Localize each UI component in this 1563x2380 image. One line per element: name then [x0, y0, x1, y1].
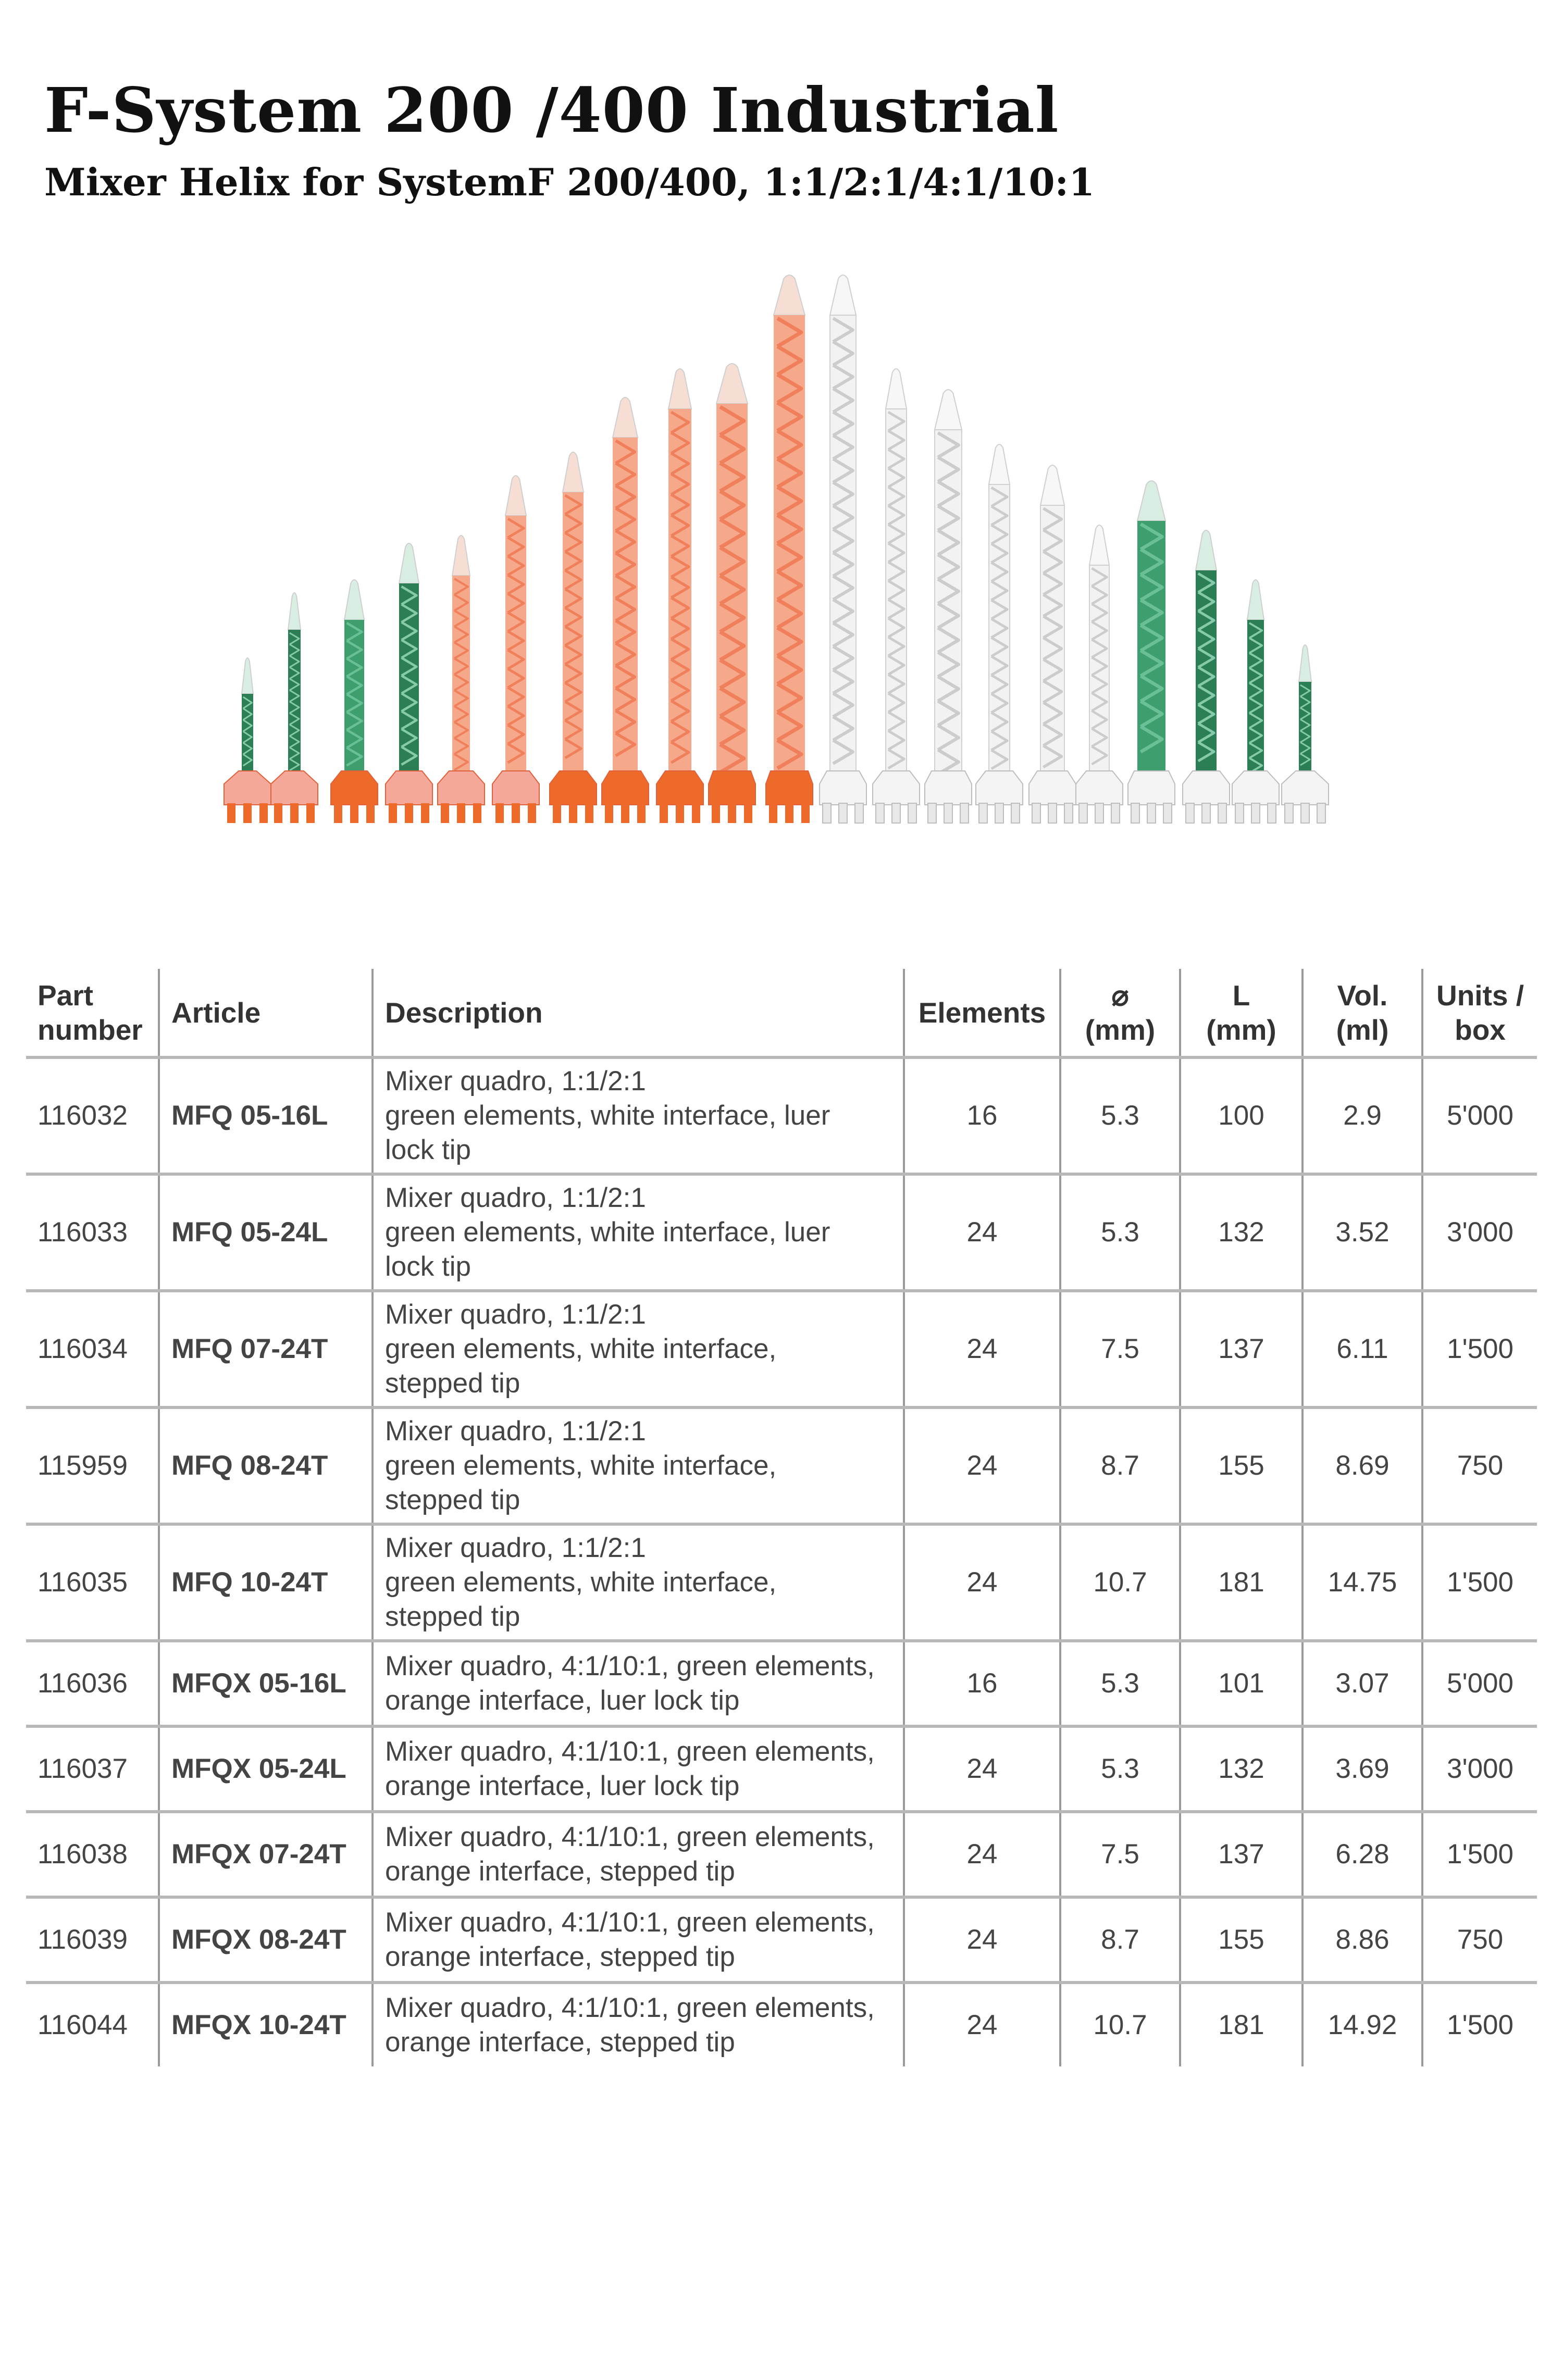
units-cell: 750 — [1422, 1407, 1537, 1524]
article-cell: MFQ 05-16L — [159, 1057, 373, 1174]
mixer-foot — [259, 803, 268, 823]
diameter-unit: (mm) — [1085, 1013, 1156, 1046]
mixer-foot — [1301, 803, 1309, 823]
volume-cell: 14.75 — [1302, 1524, 1422, 1641]
description-cell — [373, 1726, 904, 1812]
mixer-foot — [274, 803, 282, 823]
mixer-base — [550, 771, 597, 805]
mixer-base — [873, 771, 920, 805]
length-cell: 181 — [1180, 1983, 1302, 2066]
mixer-foot — [528, 803, 536, 823]
mixer-base — [386, 771, 432, 805]
mixer-foot — [243, 803, 252, 823]
length-cell: 155 — [1180, 1897, 1302, 1983]
units-cell: 1'500 — [1422, 1983, 1537, 2066]
diameter-cell: 10.7 — [1060, 1524, 1180, 1641]
mixer-foot — [334, 803, 342, 823]
length-cell: 181 — [1180, 1524, 1302, 1641]
elements-cell: 24 — [904, 1812, 1060, 1897]
units-cell: 3'000 — [1422, 1726, 1537, 1812]
description-line: lock tip — [385, 1251, 471, 1282]
mixer-foot — [785, 803, 793, 823]
mixer-foot — [876, 803, 884, 823]
mixer-foot — [1048, 803, 1057, 823]
description-line: stepped tip — [385, 1485, 520, 1515]
volume-unit: (ml) — [1336, 1013, 1389, 1046]
mixer-foot — [1131, 803, 1139, 823]
diameter-cell: 7.5 — [1060, 1291, 1180, 1407]
mixer-foot — [350, 803, 358, 823]
mixer-foot — [495, 803, 504, 823]
length-cell: 137 — [1180, 1812, 1302, 1897]
length-cell: 101 — [1180, 1641, 1302, 1726]
description-line: Mixer quadro, 1:1/2:1 — [385, 1532, 646, 1563]
description-line: Mixer quadro, 1:1/2:1 — [385, 1299, 646, 1330]
elements-cell: 24 — [904, 1983, 1060, 2066]
length-symbol: L — [1232, 979, 1250, 1012]
description-cell — [373, 1897, 904, 1983]
units-cell: 3'000 — [1422, 1174, 1537, 1291]
mixer-foot — [1032, 803, 1040, 823]
part-number-cell: 115959 — [26, 1407, 159, 1524]
table-row — [26, 1641, 1537, 1726]
mixer-tube — [613, 438, 638, 776]
mixer-base — [492, 771, 539, 805]
mixer-foot — [979, 803, 987, 823]
table-row — [26, 1897, 1537, 1983]
mixer-foot — [457, 803, 465, 823]
description-cell — [373, 1641, 904, 1726]
length-cell: 132 — [1180, 1174, 1302, 1291]
description-cell — [373, 1407, 904, 1524]
mixer-tip — [774, 275, 805, 315]
mixer-foot — [553, 803, 561, 823]
elements-cell: 24 — [904, 1174, 1060, 1291]
mixer-base — [438, 771, 485, 805]
spec-table — [26, 969, 1537, 2066]
mixer-base — [602, 771, 649, 805]
mixer-foot — [960, 803, 969, 823]
description-line: Mixer quadro, 4:1/10:1, green elements, — [385, 1822, 875, 1852]
description-line: Mixer quadro, 4:1/10:1, green elements, — [385, 1651, 875, 1681]
mixer-foot — [569, 803, 577, 823]
mixer-foot — [839, 803, 847, 823]
mixer-foot — [366, 803, 375, 823]
description-line: Mixer quadro, 4:1/10:1, green elements, — [385, 1992, 875, 2023]
static-mixer-product-photo — [0, 250, 1563, 896]
mixer-foot — [660, 803, 668, 823]
mixer-foot — [855, 803, 863, 823]
description-line: green elements, white interface, luer — [385, 1217, 830, 1248]
mixer-base — [1232, 771, 1279, 805]
mixer-base — [1128, 771, 1175, 805]
page-subtitle: Mixer Helix for SystemF 200/400, 1:1/2:1/4:1/10:1 — [44, 160, 1095, 204]
col-volume — [1302, 969, 1422, 1057]
mixer-base — [766, 771, 813, 805]
mixer-base — [271, 771, 318, 805]
mixer-base — [709, 771, 755, 805]
description-cell — [373, 1291, 904, 1407]
table-row — [26, 1057, 1537, 1174]
article-cell: MFQX 07-24T — [159, 1812, 373, 1897]
part-number-cell: 116036 — [26, 1641, 159, 1726]
mixer-tip — [989, 444, 1010, 484]
part-number-cell: 116037 — [26, 1726, 159, 1812]
diameter-cell: 5.3 — [1060, 1641, 1180, 1726]
diameter-cell: 5.3 — [1060, 1726, 1180, 1812]
mixer-foot — [995, 803, 1003, 823]
description-line: Mixer quadro, 4:1/10:1, green elements, — [385, 1907, 875, 1938]
description-line: green elements, white interface, — [385, 1567, 777, 1598]
article-cell: MFQX 05-24L — [159, 1726, 373, 1812]
col-diameter — [1060, 969, 1180, 1057]
mixer-foot — [306, 803, 315, 823]
part-number-cell: 116039 — [26, 1897, 159, 1983]
mixer-foot — [1251, 803, 1260, 823]
table-row — [26, 1174, 1537, 1291]
volume-cell: 2.9 — [1302, 1057, 1422, 1174]
mixer-foot — [1186, 803, 1194, 823]
mixer-foot — [676, 803, 684, 823]
description-line: lock tip — [385, 1135, 471, 1165]
elements-cell: 16 — [904, 1641, 1060, 1726]
mixer-tip — [1299, 645, 1311, 682]
volume-cell: 6.28 — [1302, 1812, 1422, 1897]
article-cell: MFQ 10-24T — [159, 1524, 373, 1641]
mixer-foot — [1235, 803, 1244, 823]
length-cell: 100 — [1180, 1057, 1302, 1174]
mixer-foot — [1095, 803, 1103, 823]
table-header-row — [26, 969, 1537, 1057]
volume-cell: 3.07 — [1302, 1641, 1422, 1726]
mixer-foot — [389, 803, 397, 823]
part-number-cell: 116035 — [26, 1524, 159, 1641]
col-units-per-box — [1422, 969, 1537, 1057]
mixer-foot — [1285, 803, 1293, 823]
mixer-tip — [452, 535, 470, 576]
mixer-foot — [605, 803, 613, 823]
mixer-tip — [886, 369, 907, 409]
volume-cell: 8.86 — [1302, 1897, 1422, 1983]
mixer-foot — [290, 803, 299, 823]
part-number-cell: 116032 — [26, 1057, 159, 1174]
mixer-foot — [1163, 803, 1172, 823]
volume-cell: 6.11 — [1302, 1291, 1422, 1407]
mixer-foot — [621, 803, 629, 823]
mixer-tip — [505, 476, 526, 516]
units-bottom: box — [1455, 1013, 1506, 1046]
mixer-tip — [344, 580, 364, 620]
description-line: stepped tip — [385, 1601, 520, 1632]
mixer-foot — [1079, 803, 1087, 823]
mixer-base — [1029, 771, 1076, 805]
mixer-tip — [1040, 465, 1064, 505]
units-cell: 1'500 — [1422, 1524, 1537, 1641]
description-cell — [373, 1524, 904, 1641]
description-line: orange interface, stepped tip — [385, 1856, 735, 1887]
elements-cell: 24 — [904, 1407, 1060, 1524]
part-number-cell: 116034 — [26, 1291, 159, 1407]
article-cell: MFQ 07-24T — [159, 1291, 373, 1407]
col-description: Description — [373, 969, 904, 1057]
mixer-base — [976, 771, 1023, 805]
mixer-foot — [227, 803, 235, 823]
mixer-base — [331, 771, 378, 805]
volume-cell: 8.69 — [1302, 1407, 1422, 1524]
table-row — [26, 1726, 1537, 1812]
mixer-base — [656, 771, 703, 805]
mixer-foot — [769, 803, 777, 823]
mixer-tip — [242, 658, 253, 694]
mixer-foot — [823, 803, 831, 823]
mixer-foot — [1317, 803, 1325, 823]
mixer-base — [925, 771, 972, 805]
part-number-cell: 116033 — [26, 1174, 159, 1291]
description-line: orange interface, luer lock tip — [385, 1685, 740, 1716]
mixer-foot — [1064, 803, 1073, 823]
diameter-cell: 5.3 — [1060, 1057, 1180, 1174]
length-cell: 155 — [1180, 1407, 1302, 1524]
mixer-tip — [399, 543, 419, 583]
description-line: Mixer quadro, 1:1/2:1 — [385, 1182, 646, 1213]
mixer-foot — [944, 803, 952, 823]
mixer-foot — [1268, 803, 1276, 823]
mixer-base — [1282, 771, 1329, 805]
table-row — [26, 1407, 1537, 1524]
mixer-foot — [892, 803, 900, 823]
mixer-tip — [716, 364, 748, 404]
mixer-foot — [473, 803, 481, 823]
article-cell: MFQX 08-24T — [159, 1897, 373, 1983]
mixer-foot — [637, 803, 646, 823]
description-line: stepped tip — [385, 1368, 520, 1399]
diameter-cell: 5.3 — [1060, 1174, 1180, 1291]
mixer-foot — [728, 803, 736, 823]
diameter-cell: 8.7 — [1060, 1407, 1180, 1524]
page-title: F-System 200 /400 Industrial — [44, 74, 1059, 146]
table-row — [26, 1983, 1537, 2066]
diameter-cell: 8.7 — [1060, 1897, 1180, 1983]
volume-cell: 3.52 — [1302, 1174, 1422, 1291]
diameter-symbol: ⌀ — [1111, 979, 1129, 1012]
mixer-foot — [744, 803, 752, 823]
article-cell: MFQ 05-24L — [159, 1174, 373, 1291]
mixer-foot — [928, 803, 936, 823]
length-unit: (mm) — [1206, 1013, 1276, 1046]
mixer-foot — [908, 803, 916, 823]
description-line: green elements, white interface, — [385, 1334, 777, 1364]
mixer-foot — [1202, 803, 1210, 823]
length-cell: 137 — [1180, 1291, 1302, 1407]
mixer-base — [224, 771, 271, 805]
col-elements: Elements — [904, 969, 1060, 1057]
description-line: orange interface, luer lock tip — [385, 1771, 740, 1801]
mixer-foot — [1011, 803, 1020, 823]
elements-cell: 16 — [904, 1057, 1060, 1174]
description-line: orange interface, stepped tip — [385, 2027, 735, 2058]
description-line: Mixer quadro, 1:1/2:1 — [385, 1066, 646, 1096]
article-cell: MFQ 08-24T — [159, 1407, 373, 1524]
length-cell: 132 — [1180, 1726, 1302, 1812]
units-cell: 1'500 — [1422, 1291, 1537, 1407]
description-cell — [373, 1983, 904, 2066]
mixer-tip — [1137, 481, 1165, 521]
units-cell: 5'000 — [1422, 1057, 1537, 1174]
description-line: green elements, white interface, luer — [385, 1100, 830, 1131]
mixer-tip — [935, 390, 962, 430]
mixer-tip — [1089, 525, 1109, 565]
description-cell — [373, 1812, 904, 1897]
description-line: Mixer quadro, 4:1/10:1, green elements, — [385, 1736, 875, 1767]
col-article: Article — [159, 969, 373, 1057]
elements-cell: 24 — [904, 1897, 1060, 1983]
mixer-foot — [692, 803, 700, 823]
mixer-base — [1076, 771, 1123, 805]
mixer-tip — [668, 369, 691, 409]
table-row — [26, 1812, 1537, 1897]
diameter-cell: 10.7 — [1060, 1983, 1180, 2066]
mixer-foot — [712, 803, 720, 823]
mixer-foot — [801, 803, 810, 823]
mixer-tip — [1247, 580, 1264, 620]
mixer-tip — [830, 275, 856, 315]
elements-cell: 24 — [904, 1524, 1060, 1641]
description-cell — [373, 1174, 904, 1291]
mixer-foot — [512, 803, 520, 823]
mixer-foot — [1218, 803, 1226, 823]
volume-cell: 14.92 — [1302, 1983, 1422, 2066]
part-number-cell: 116038 — [26, 1812, 159, 1897]
description-line: orange interface, stepped tip — [385, 1941, 735, 1972]
table-row — [26, 1524, 1537, 1641]
diameter-cell: 7.5 — [1060, 1812, 1180, 1897]
description-cell — [373, 1057, 904, 1174]
description-line: green elements, white interface, — [385, 1450, 777, 1481]
mixer-foot — [1147, 803, 1156, 823]
mixer-foot — [421, 803, 429, 823]
elements-cell: 24 — [904, 1726, 1060, 1812]
col-length — [1180, 969, 1302, 1057]
mixer-foot — [441, 803, 449, 823]
mixer-base — [820, 771, 866, 805]
mixer-tip — [563, 452, 584, 492]
article-cell: MFQX 05-16L — [159, 1641, 373, 1726]
units-cell: 750 — [1422, 1897, 1537, 1983]
elements-cell: 24 — [904, 1291, 1060, 1407]
mixer-foot — [585, 803, 593, 823]
units-cell: 1'500 — [1422, 1812, 1537, 1897]
units-top: Units / — [1436, 979, 1524, 1012]
table-row — [26, 1291, 1537, 1407]
col-part-number: Part number — [26, 969, 159, 1057]
mixer-base — [1183, 771, 1230, 805]
mixer-foot — [405, 803, 413, 823]
mixer-tip — [613, 397, 638, 438]
mixer-tip — [1196, 530, 1217, 570]
part-number-cell: 116044 — [38, 2010, 128, 2040]
volume-symbol: Vol. — [1337, 979, 1388, 1012]
mixer-tip — [288, 593, 301, 630]
description-line: Mixer quadro, 1:1/2:1 — [385, 1416, 646, 1447]
mixer-foot — [1111, 803, 1120, 823]
article-cell: MFQX 10-24T — [159, 1983, 373, 2066]
units-cell: 5'000 — [1422, 1641, 1537, 1726]
volume-cell: 3.69 — [1302, 1726, 1422, 1812]
